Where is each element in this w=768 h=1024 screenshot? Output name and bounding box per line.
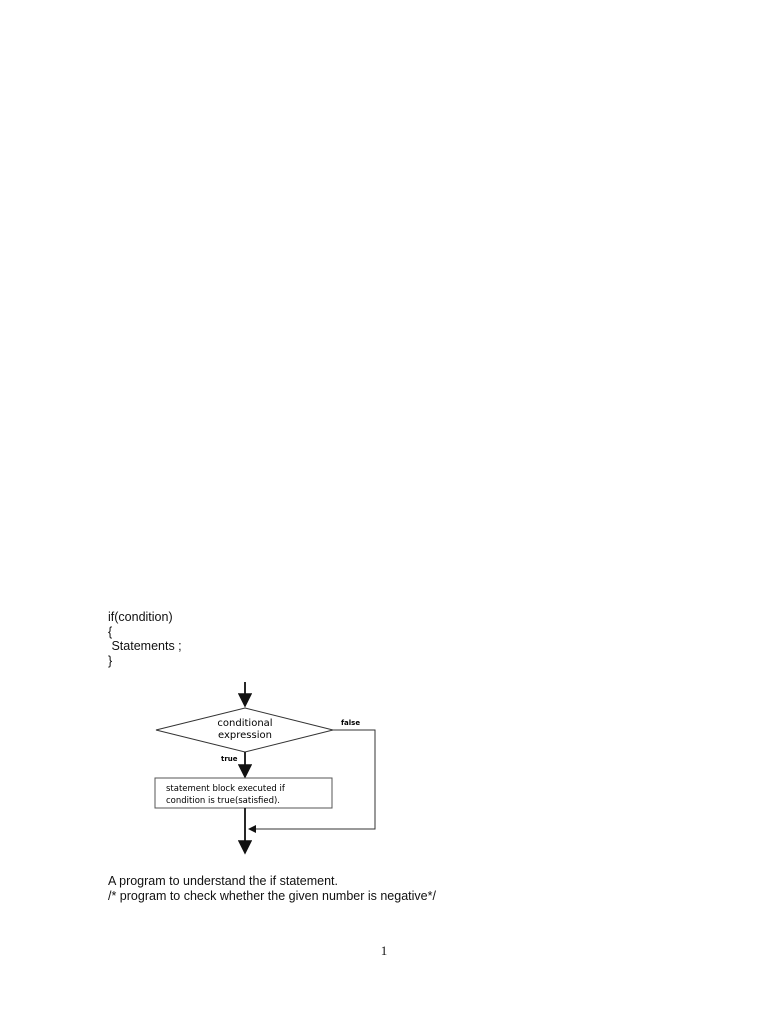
program-intro-text: A program to understand the if statement. xyxy=(108,874,338,888)
decision-text-line2: expression xyxy=(218,730,272,741)
true-label: true xyxy=(221,755,238,763)
flowchart-diagram xyxy=(150,678,390,860)
statement-block-line2: condition is true(satisfied). xyxy=(166,796,281,806)
program-comment-text: /* program to check whether the given number is negative*/ xyxy=(108,888,436,903)
statement-block-line1: statement block executed if xyxy=(166,784,285,794)
decision-text-line1: conditional xyxy=(217,718,273,729)
code-line-open-brace: { xyxy=(108,624,113,639)
code-line-if: if(condition) xyxy=(108,610,173,624)
code-syntax-block xyxy=(108,610,182,668)
page-number: 1 xyxy=(380,943,388,958)
code-line-close-brace: } xyxy=(108,653,113,668)
code-line-statements: Statements ; xyxy=(108,639,182,653)
if-flowchart xyxy=(150,678,390,865)
false-label: false xyxy=(341,719,361,727)
program-description xyxy=(108,874,436,903)
